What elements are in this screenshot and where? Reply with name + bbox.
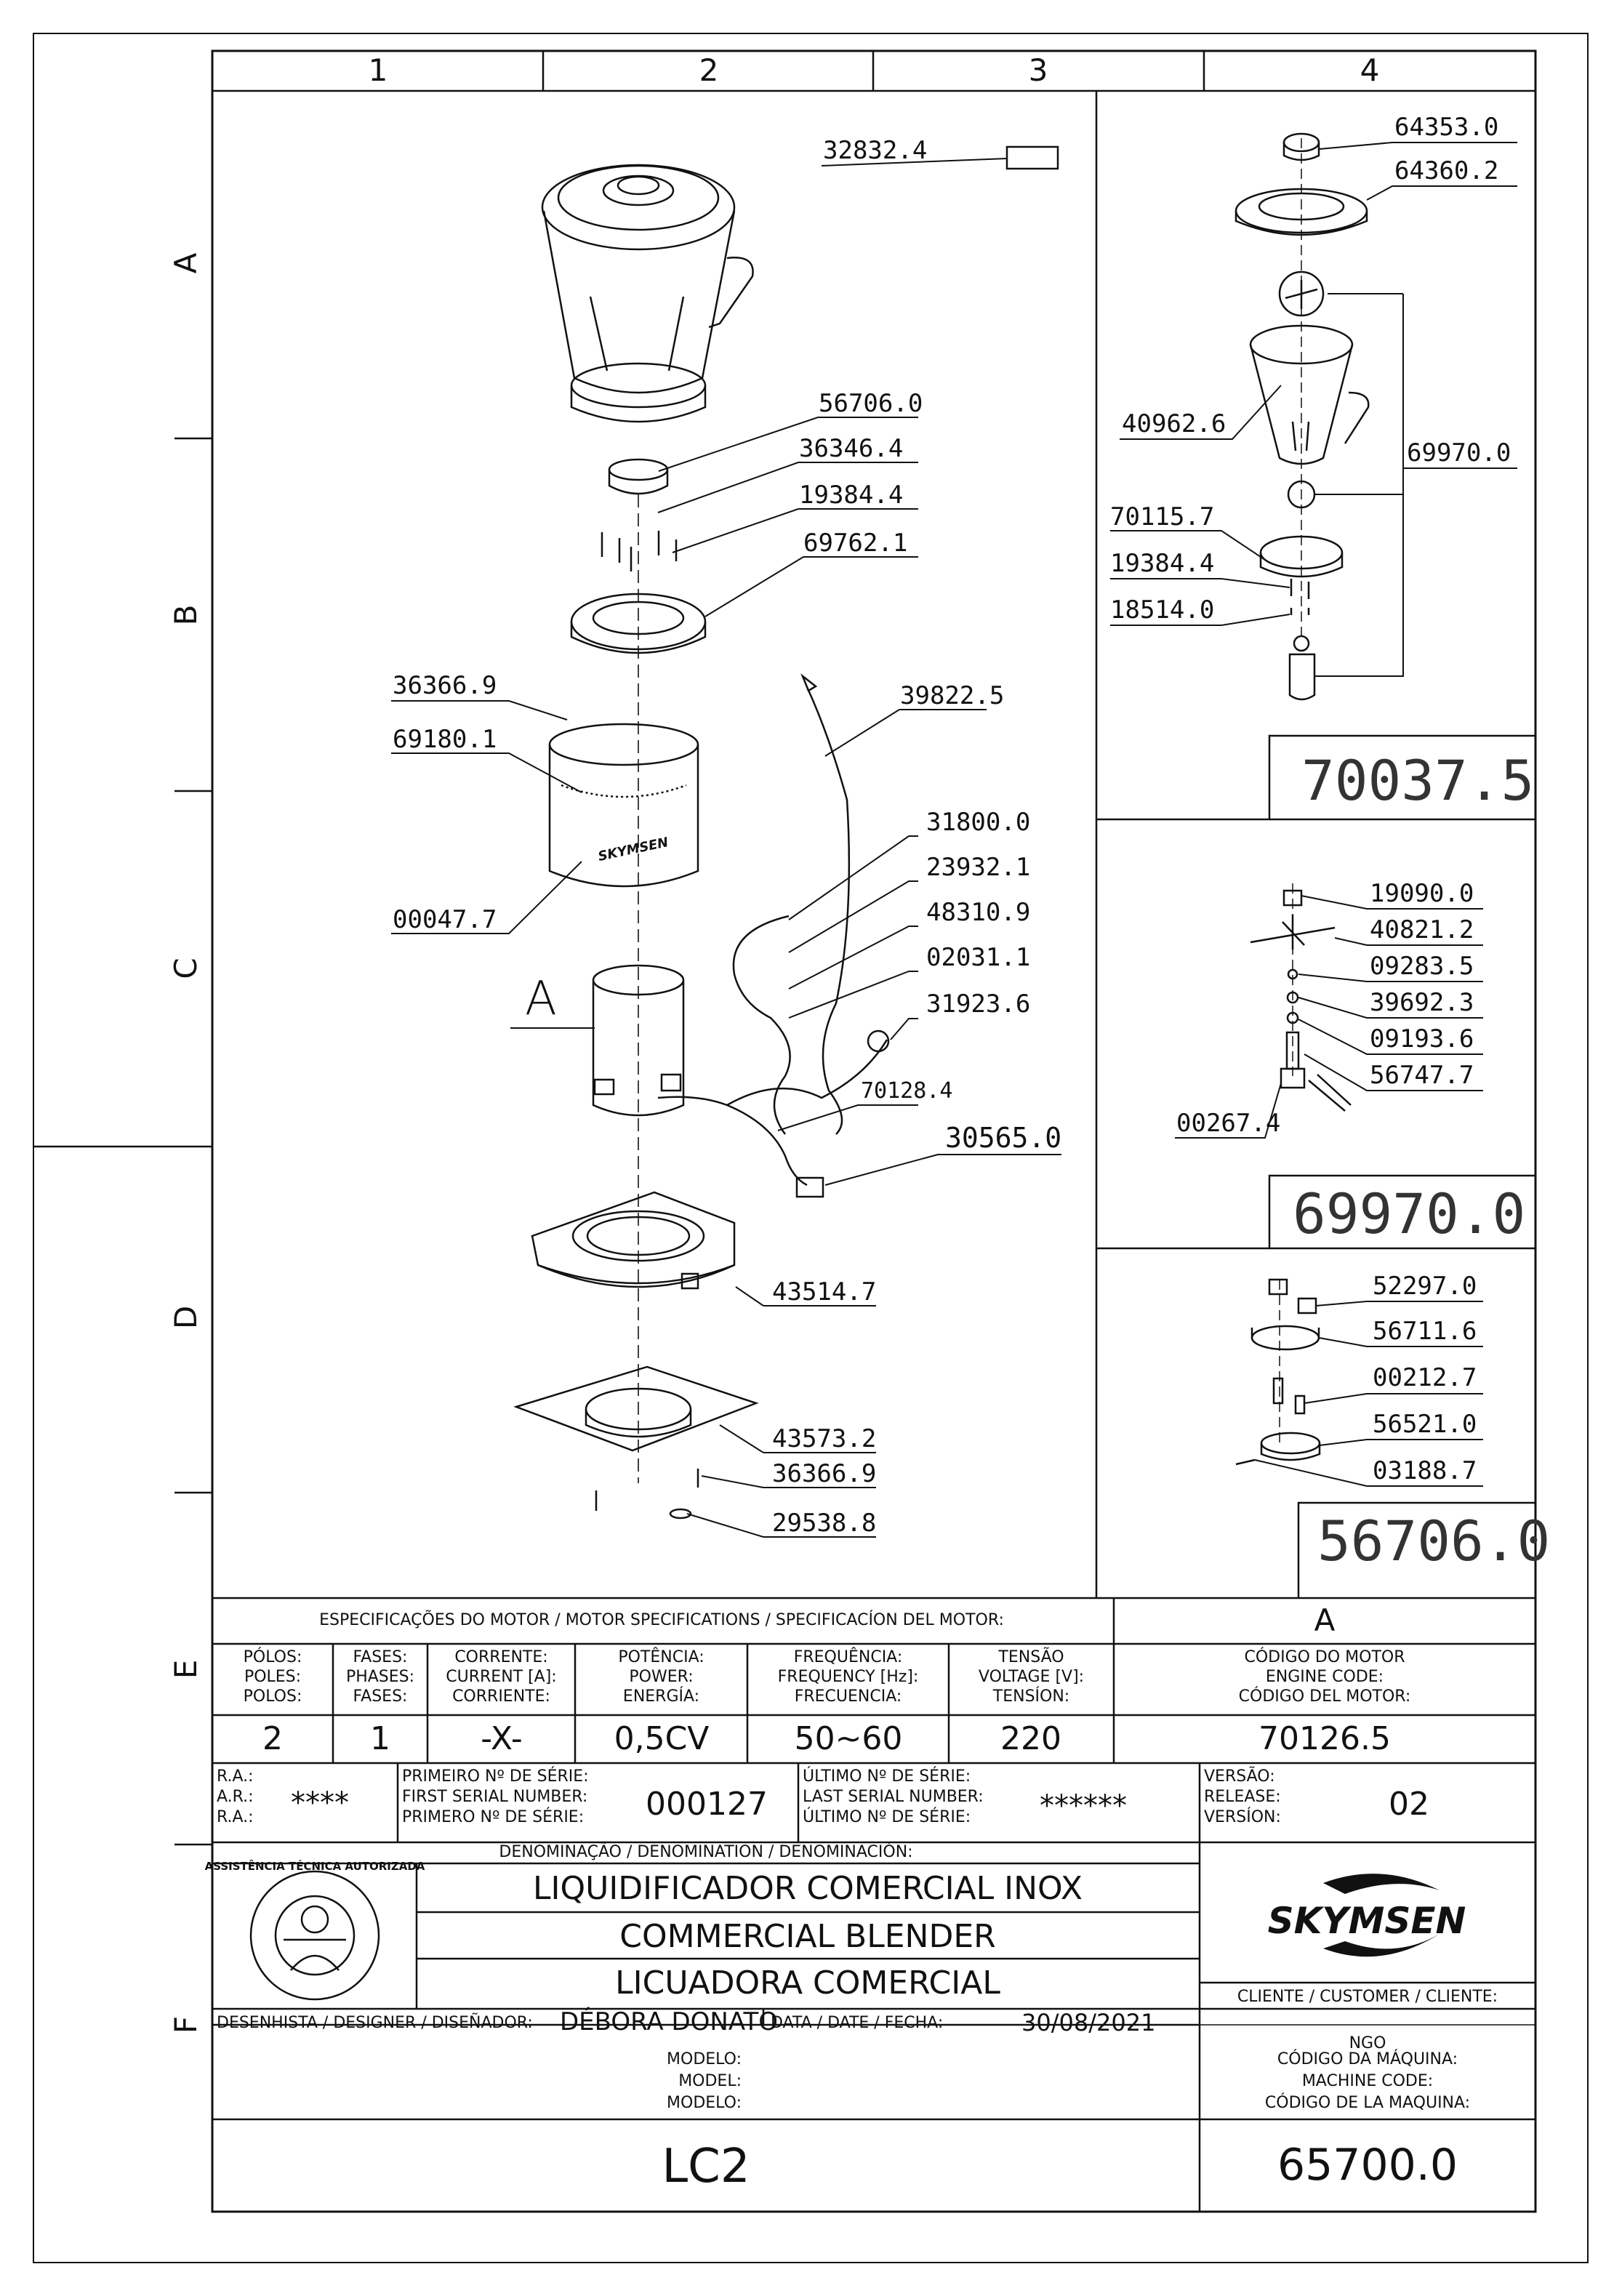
- callout-part-number: 30565.0: [945, 1122, 1062, 1154]
- client-label: CLIENTE / CUSTOMER / CLIENTE:: [1237, 1988, 1498, 2006]
- last-serial-label: ÚLTIMO Nº DE SÉRIE:: [803, 1808, 971, 1826]
- spec-header-line: PÓLOS:: [243, 1648, 302, 1666]
- spec-header-line: CORRENTE:: [454, 1648, 548, 1666]
- housing-logo: SKYMSEN: [596, 835, 670, 864]
- callout-part-number: 56706.0: [819, 389, 923, 418]
- spec-header-frequency: [747, 1647, 949, 1706]
- spec-header-poles: [212, 1647, 333, 1706]
- first-serial-label: PRIMEIRO Nº DE SÉRIE:: [402, 1767, 589, 1786]
- callout-part-number: 00212.7: [1373, 1363, 1477, 1392]
- callout-part-number: 31800.0: [926, 808, 1031, 837]
- row-label-d: D: [168, 1305, 204, 1330]
- column-label-1: 1: [368, 52, 388, 88]
- machine-code-value: 65700.0: [1277, 2140, 1458, 2191]
- spec-header-line: TENSÍON:: [992, 1687, 1070, 1706]
- model-label: MODELO:: [667, 2050, 742, 2068]
- designer-name: DÉBORA DONATO: [560, 2007, 778, 2036]
- version-label: VERSÃO:: [1204, 1767, 1275, 1786]
- spec-header-line: POWER:: [629, 1668, 694, 1686]
- motor-label: A: [525, 972, 557, 1026]
- spec-header-phases: [333, 1647, 427, 1706]
- callout-part-number: 52297.0: [1373, 1272, 1477, 1301]
- version-number: 02: [1389, 1786, 1429, 1823]
- callout-part-number: 69180.1: [393, 725, 497, 754]
- callout-part-number: 56521.0: [1373, 1410, 1477, 1439]
- spec-value-phases: 1: [370, 1720, 390, 1757]
- assembly-code: 70037.5: [1301, 748, 1535, 813]
- spec-header-line: FREQUENCY [Hz]:: [777, 1668, 919, 1686]
- version-label: RELEASE:: [1204, 1788, 1281, 1806]
- spec-header-line: TENSÃO: [998, 1648, 1064, 1666]
- model-value: LC2: [662, 2140, 750, 2193]
- callout-part-number: 19384.4: [799, 481, 904, 510]
- last-serial-label: ÚLTIMO Nº DE SÉRIE:: [803, 1767, 971, 1786]
- model-label: MODEL:: [678, 2072, 742, 2090]
- spec-value-voltage: 220: [1000, 1720, 1061, 1757]
- callout-part-number: 36346.4: [799, 434, 904, 463]
- callout-part-number: 40962.6: [1122, 409, 1226, 438]
- column-label-2: 2: [699, 52, 719, 88]
- product-name-es: LICUADORA COMERCIAL: [615, 1964, 1000, 2002]
- callout-part-number: 36366.9: [393, 671, 497, 700]
- callout-part-number: 36366.9: [772, 1459, 877, 1488]
- callout-part-number: 43514.7: [772, 1277, 877, 1306]
- callout-part-number: 56747.7: [1370, 1061, 1474, 1090]
- spec-header-line: FRECUENCIA:: [794, 1687, 902, 1706]
- detail-coupling: [1236, 1280, 1320, 1464]
- callout-part-number: 19384.4: [1110, 549, 1215, 578]
- row-label-c: C: [168, 958, 204, 979]
- date-label: DATA / DATE / FECHA:: [771, 2014, 944, 2032]
- callout-part-number: 23932.1: [926, 853, 1031, 882]
- callout-part-number: 69762.1: [803, 529, 908, 558]
- first-serial-label: FIRST SERIAL NUMBER:: [402, 1788, 588, 1806]
- callout-part-number: 39692.3: [1370, 988, 1474, 1017]
- spec-header-line: PHASES:: [345, 1668, 415, 1686]
- callout-part-number: 48310.9: [926, 898, 1031, 927]
- spec-value-frequency: 50~60: [794, 1720, 903, 1757]
- spec-value-engine-code: 70126.5: [1258, 1720, 1391, 1757]
- spec-header-power: [575, 1647, 747, 1706]
- authorized-service-seal-icon: [251, 1871, 379, 1999]
- spec-header-line: POLES:: [244, 1668, 302, 1686]
- detail-blade: [1250, 883, 1351, 1111]
- spec-header-line: FREQUÊNCIA:: [793, 1648, 903, 1666]
- spec-header-line: CÓDIGO DEL MOTOR:: [1238, 1687, 1411, 1706]
- spec-header-line: ENGINE CODE:: [1265, 1668, 1384, 1686]
- callout-part-number: 31923.6: [926, 990, 1031, 1019]
- machine-code-label: MACHINE CODE:: [1301, 2072, 1434, 2090]
- detail-jar: [1236, 134, 1368, 699]
- spec-value-current: -X-: [481, 1720, 523, 1757]
- spec-value-power: 0,5CV: [614, 1720, 710, 1757]
- callout-part-number: 69970.0: [1407, 438, 1511, 467]
- client-value: NGO: [1349, 2034, 1386, 2052]
- spec-value-poles: 2: [262, 1720, 283, 1757]
- callout-part-number: 03188.7: [1373, 1456, 1477, 1485]
- spec-header-line: FASES:: [353, 1687, 408, 1706]
- spec-header-line: POTÊNCIA:: [618, 1648, 704, 1666]
- date-value: 30/08/2021: [1021, 2009, 1156, 2036]
- first-serial-labels: [402, 1767, 589, 1828]
- spec-header-line: CURRENT [A]:: [446, 1668, 557, 1686]
- ra-label: A.R.:: [217, 1788, 254, 1806]
- callout-part-number: 02031.1: [926, 943, 1031, 972]
- designer-label: DESENHISTA / DESIGNER / DISEÑADOR:: [217, 2014, 533, 2032]
- callout-part-number: 56711.6: [1373, 1317, 1477, 1346]
- row-label-b: B: [168, 604, 204, 626]
- row-label-a: A: [168, 252, 204, 274]
- last-serial-labels: [803, 1767, 984, 1828]
- spec-header-line: POLOS:: [243, 1687, 302, 1706]
- spec-header-engine-code: [1114, 1647, 1535, 1706]
- version-labels: [1204, 1767, 1281, 1828]
- ra-value: ****: [291, 1786, 349, 1820]
- ra-labels: [217, 1767, 254, 1828]
- product-name-en: COMMERCIAL BLENDER: [619, 1918, 996, 1955]
- callout-part-number: 64353.0: [1394, 113, 1499, 142]
- assembly-code: 69970.0: [1293, 1181, 1526, 1246]
- seal-text: ASSISTÊNCIA TÉCNICA AUTORIZADA: [204, 1860, 425, 1873]
- model-labels: [509, 2049, 742, 2114]
- spec-header-voltage: [949, 1647, 1114, 1706]
- spec-header-line: VOLTAGE [V]:: [978, 1668, 1085, 1686]
- first-serial-number: 000127: [646, 1786, 768, 1823]
- callout-part-number: 70128.4: [861, 1078, 953, 1104]
- callout-part-number: 09193.6: [1370, 1024, 1474, 1053]
- callout-part-number: 00047.7: [393, 905, 497, 934]
- motor-ref: A: [1314, 1602, 1336, 1638]
- machine-code-label: CÓDIGO DE LA MAQUINA:: [1264, 2094, 1471, 2112]
- first-serial-label: PRIMERO Nº DE SÉRIE:: [402, 1808, 585, 1826]
- product-name-pt: LIQUIDIFICADOR COMERCIAL INOX: [533, 1870, 1083, 1907]
- machine-code-label: CÓDIGO DA MÁQUINA:: [1277, 2050, 1458, 2068]
- callout-part-number: 29538.8: [772, 1509, 877, 1538]
- spec-header-line: ENERGÍA:: [622, 1687, 700, 1706]
- row-label-f: F: [168, 2015, 204, 2034]
- callout-part-number: 09283.5: [1370, 952, 1474, 981]
- spec-header-current: [427, 1647, 575, 1706]
- model-label: MODELO:: [667, 2094, 742, 2112]
- callout-part-number: 43573.2: [772, 1424, 877, 1453]
- callout-part-number: 00267.4: [1176, 1109, 1281, 1138]
- callout-part-number: 39822.5: [900, 681, 1005, 710]
- spec-header-line: CÓDIGO DO MOTOR: [1244, 1648, 1405, 1666]
- callout-part-number: 64360.2: [1394, 156, 1499, 185]
- row-label-e: E: [168, 1659, 204, 1679]
- machine-code-labels: [1200, 2049, 1535, 2114]
- spec-header-line: FASES:: [353, 1648, 408, 1666]
- callout-part-number: 18514.0: [1110, 595, 1215, 625]
- callout-part-number: 40821.2: [1370, 915, 1474, 944]
- spec-title: ESPECIFICAÇÕES DO MOTOR / MOTOR SPECIFICATIONS / SPECIFICACÍON DEL MOTOR:: [319, 1611, 1004, 1629]
- version-label: VERSÍON:: [1204, 1808, 1281, 1826]
- callout-part-number: 32832.4: [823, 136, 928, 165]
- brand-logo: SKYMSEN: [1267, 1900, 1466, 1942]
- last-serial-label: LAST SERIAL NUMBER:: [803, 1788, 984, 1806]
- ra-label: R.A.:: [217, 1808, 254, 1826]
- column-label-3: 3: [1028, 52, 1048, 88]
- callout-part-number: 19090.0: [1370, 879, 1474, 908]
- assembly-code: 56706.0: [1317, 1509, 1551, 1573]
- denomination-label: DENOMINAÇÃO / DENOMINATION / DENOMINACIÓN:: [499, 1843, 913, 1861]
- ra-label: R.A.:: [217, 1767, 254, 1786]
- callout-part-number: 70115.7: [1110, 502, 1215, 531]
- column-label-4: 4: [1360, 52, 1380, 88]
- last-serial-number: ******: [1040, 1789, 1127, 1823]
- spec-header-line: CORRIENTE:: [452, 1687, 550, 1706]
